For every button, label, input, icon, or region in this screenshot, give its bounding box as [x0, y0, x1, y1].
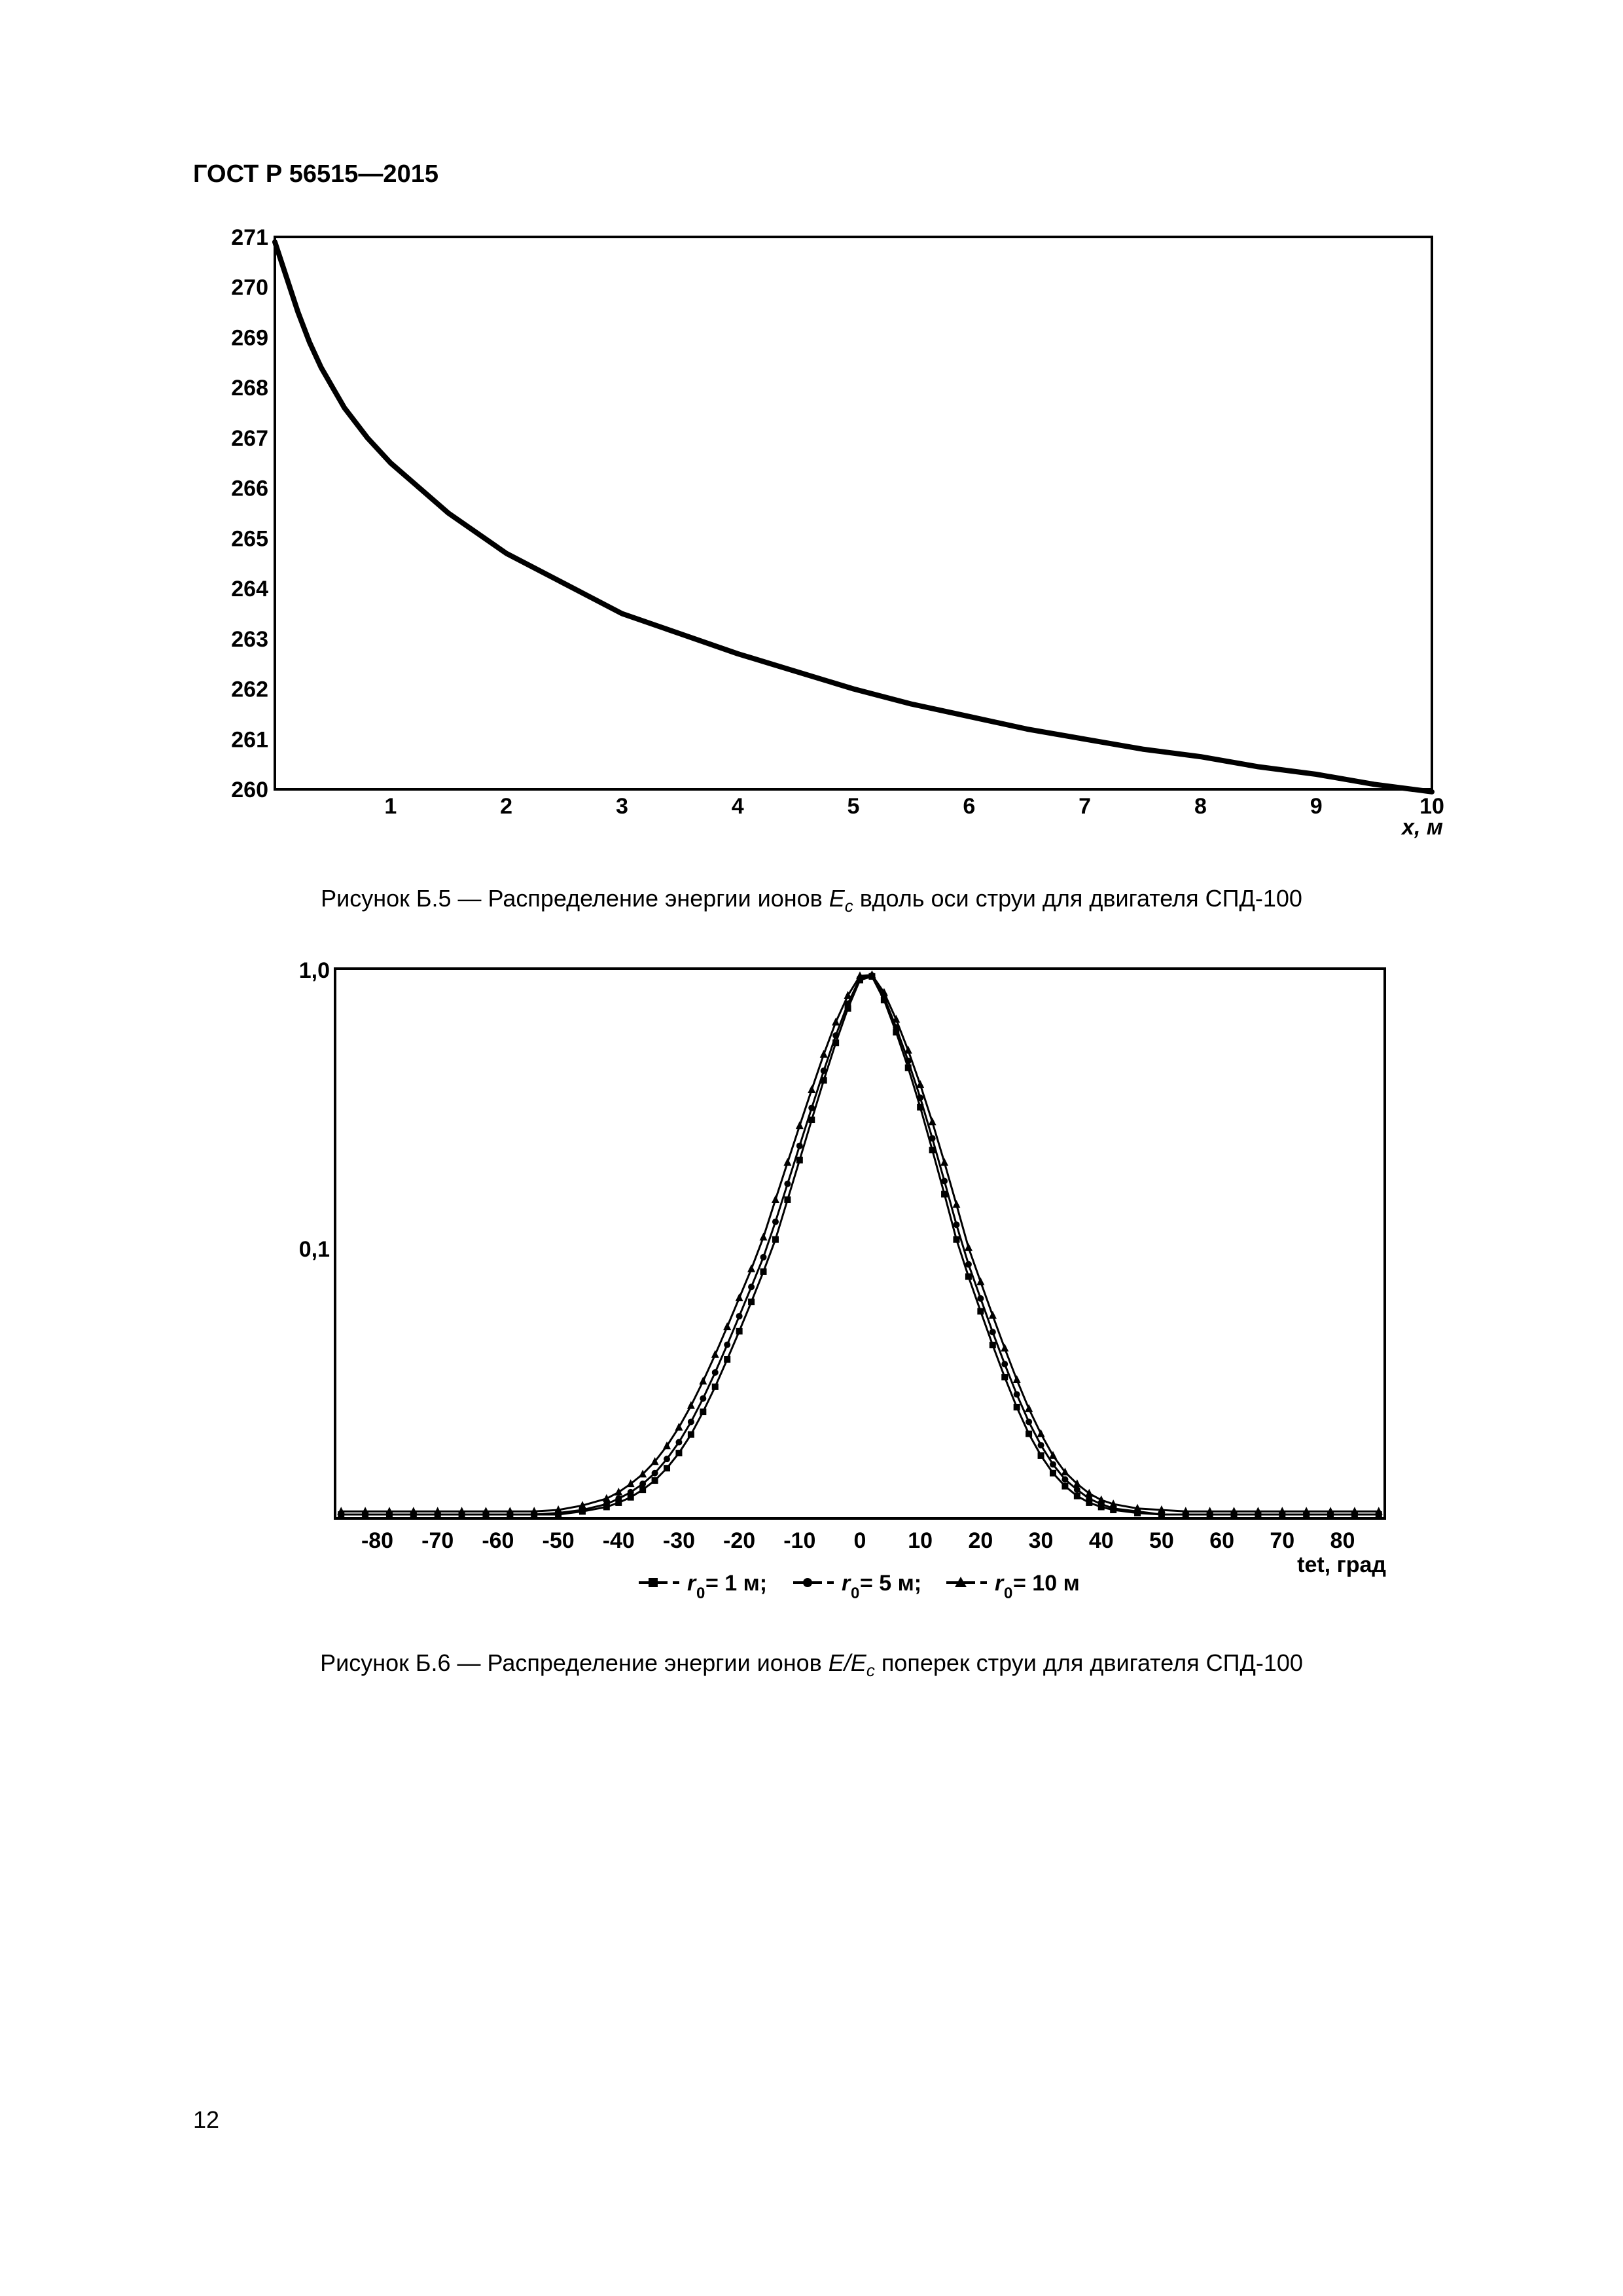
- figure-b6-chart: [0, 916, 1623, 1636]
- figure-b6-point-circle: [929, 1135, 936, 1141]
- figure-b6-point-triangle: [916, 1080, 924, 1088]
- figure-b6-series-line-3: [341, 975, 1379, 1512]
- figure-b6-point-circle: [664, 1456, 670, 1462]
- figure-b6-series-line-1: [341, 977, 1379, 1515]
- figure-b6-point-square: [760, 1268, 767, 1275]
- figure-b5-x-tick-label: 4: [731, 794, 744, 819]
- figure-b6-point-square: [1001, 1374, 1008, 1380]
- figure-b5-y-tick-label: 264: [231, 577, 268, 602]
- figure-b5-chart: [0, 0, 1623, 916]
- figure-b6-x-tick-label: 30: [1028, 1528, 1054, 1553]
- figure-b6-point-circle: [772, 1219, 779, 1225]
- page-number: 12: [193, 2106, 220, 2133]
- figure-b5-y-tick-label: 260: [231, 778, 268, 802]
- legend-label-5m: = 5 м;: [860, 1571, 922, 1596]
- legend-label-1m: = 1 м;: [705, 1571, 768, 1596]
- figure-b6-point-square: [675, 1450, 682, 1456]
- figure-b6-point-square: [700, 1408, 706, 1415]
- figure-b6-point-triangle: [952, 1200, 960, 1208]
- figure-b6-point-circle: [724, 1342, 730, 1348]
- figure-b6-x-tick-label: 40: [1088, 1528, 1114, 1553]
- figure-b6-point-circle: [748, 1283, 755, 1290]
- figure-b6-x-tick-label: -50: [542, 1528, 575, 1553]
- figure-b6-point-circle: [639, 1480, 646, 1487]
- figure-b6-point-circle: [953, 1221, 959, 1228]
- figure-b6-x-tick-label: 20: [968, 1528, 993, 1553]
- figure-b6-point-square: [1074, 1493, 1080, 1499]
- figure-b6-point-circle: [1074, 1486, 1080, 1493]
- figure-b5-y-tick-label: 270: [231, 275, 268, 300]
- figure-b5-caption-symbol: E: [829, 885, 845, 912]
- figure-b5-y-tick-label: 266: [231, 476, 268, 501]
- figure-b6-point-triangle: [796, 1121, 804, 1129]
- figure-b6-point-triangle: [904, 1046, 912, 1054]
- legend-symbol-r: r: [995, 1571, 1004, 1596]
- figure-b6-x-tick-label: -70: [421, 1528, 454, 1553]
- figure-b5-y-tick-label: 271: [231, 225, 268, 250]
- figure-b6-point-square: [748, 1299, 755, 1305]
- figure-b5-x-tick-label: 1: [384, 794, 397, 819]
- figure-b6-point-circle: [796, 1143, 803, 1149]
- figure-b6-point-triangle: [965, 1243, 972, 1251]
- figure-b6-point-square: [664, 1465, 670, 1471]
- figure-b6-point-circle: [941, 1177, 948, 1184]
- figure-b6-point-circle: [615, 1496, 622, 1502]
- figure-b6-point-square: [1050, 1470, 1056, 1477]
- figure-b6-point-circle: [1061, 1476, 1068, 1482]
- figure-b6-point-square: [736, 1328, 743, 1335]
- figure-b6-point-triangle: [989, 1311, 997, 1319]
- figure-b5-y-tick-label: 268: [231, 376, 268, 401]
- figure-b5-y-tick-label: 262: [231, 677, 268, 702]
- figure-b6-point-circle: [675, 1439, 682, 1446]
- figure-b6-point-circle: [965, 1261, 972, 1268]
- figure-b6-point-square: [724, 1356, 730, 1363]
- figure-b6-point-square: [965, 1273, 972, 1280]
- figure-b6-point-triangle: [736, 1293, 743, 1301]
- figure-b6-point-triangle: [1001, 1344, 1008, 1352]
- figure-b6-x-tick-label: -10: [783, 1528, 816, 1553]
- figure-b6-x-tick-label: 10: [908, 1528, 933, 1553]
- figure-b6-caption-subscript: c: [866, 1660, 875, 1680]
- legend-symbol-r: r: [687, 1571, 696, 1596]
- figure-b6-point-square: [1026, 1431, 1032, 1437]
- figure-b5-caption-suffix: вдоль оси струи для двигателя СПД-100: [853, 885, 1302, 912]
- figure-b6-point-triangle: [711, 1350, 719, 1358]
- figure-b5-x-tick-label: 2: [500, 794, 513, 819]
- figure-b5-x-tick-label: 8: [1194, 794, 1207, 819]
- legend-entry-r0-10m: [946, 1571, 1080, 1602]
- figure-b6-point-circle: [760, 1254, 767, 1261]
- figure-b5-y-tick-label: 263: [231, 626, 268, 652]
- figure-b6-point-square: [652, 1477, 658, 1484]
- figure-b6-point-triangle: [1037, 1429, 1045, 1437]
- document-header: ГОСТ Р 56515—2015: [193, 160, 438, 188]
- figure-b6-point-square: [990, 1342, 996, 1348]
- figure-b6-point-square: [1061, 1483, 1068, 1490]
- figure-b6-plot-frame: [335, 969, 1385, 1518]
- figure-b6-point-triangle: [1013, 1375, 1021, 1383]
- figure-b6-x-tick-label: 50: [1149, 1528, 1174, 1553]
- figure-b6-point-circle: [990, 1329, 996, 1335]
- legend-label-10m: = 10 м: [1013, 1571, 1080, 1596]
- legend-entry-r0-1m: [639, 1571, 767, 1602]
- figure-b6-y-tick-label: 1,0: [298, 958, 330, 983]
- figure-b6-x-axis-label: tet, град: [1297, 1552, 1386, 1577]
- figure-b6-x-tick-label: -40: [602, 1528, 635, 1553]
- figure-b6-point-square: [688, 1431, 694, 1438]
- figure-b6-point-square: [1014, 1404, 1020, 1410]
- legend-symbol-subscript: 0: [851, 1585, 860, 1602]
- figure-b5-x-tick-label: 5: [847, 794, 860, 819]
- figure-b6-caption: [0, 1649, 1623, 1681]
- figure-b6-point-circle: [712, 1369, 719, 1376]
- figure-b6-point-circle: [1001, 1361, 1008, 1367]
- figure-b5-x-tick-label: 6: [963, 794, 976, 819]
- figure-b6-x-tick-label: -60: [482, 1528, 514, 1553]
- figure-b6-point-circle: [1014, 1391, 1020, 1397]
- figure-b6-point-triangle: [976, 1277, 984, 1285]
- figure-b6-y-tick-label: 0,1: [298, 1237, 330, 1262]
- figure-b6-point-triangle: [820, 1050, 828, 1058]
- figure-b6-point-square: [953, 1236, 959, 1243]
- figure-b6-x-tick-label: 80: [1330, 1528, 1355, 1553]
- figure-b6-series-line-2: [341, 976, 1379, 1515]
- figure-b5-x-tick-label: 3: [615, 794, 628, 819]
- figure-b6-point-triangle: [808, 1085, 815, 1093]
- figure-b6-caption-symbol: E/E: [828, 1649, 866, 1676]
- figure-b5-y-tick-label: 265: [231, 526, 268, 552]
- legend-entry-r0-5m: [793, 1571, 921, 1602]
- figure-b6-point-square: [977, 1308, 984, 1314]
- figure-b6-point-triangle: [760, 1232, 768, 1240]
- figure-b6-point-triangle: [940, 1158, 948, 1166]
- figure-b6-point-triangle: [772, 1195, 779, 1203]
- figure-b6-point-circle: [821, 1067, 827, 1074]
- figure-b6-point-circle: [977, 1295, 984, 1302]
- figure-b6-x-tick-label: -80: [361, 1528, 394, 1553]
- figure-b6-point-triangle: [1025, 1404, 1033, 1412]
- figure-b5-y-tick-label: 269: [231, 325, 268, 351]
- figure-b5-x-tick-label: 7: [1079, 794, 1092, 819]
- figure-b6-point-circle: [784, 1181, 791, 1187]
- figure-b6-point-circle: [917, 1094, 923, 1101]
- figure-b6-point-circle: [628, 1489, 634, 1496]
- figure-b6-point-circle: [1026, 1418, 1032, 1425]
- figure-b5-x-tick-label: 10: [1419, 794, 1444, 819]
- figure-b6-point-triangle: [929, 1117, 936, 1125]
- figure-b6-point-circle: [832, 1032, 839, 1039]
- figure-b6-point-circle: [700, 1395, 706, 1402]
- legend-symbol-subscript: 0: [696, 1585, 705, 1602]
- figure-b6-point-triangle: [723, 1322, 731, 1330]
- figure-b6-point-circle: [736, 1313, 743, 1319]
- figure-b6-point-triangle: [699, 1376, 707, 1384]
- figure-b6-point-square: [639, 1486, 646, 1493]
- figure-b5-y-tick-label: 267: [231, 425, 268, 451]
- figure-b5-x-axis-label: x, м: [1402, 815, 1443, 840]
- figure-b5-caption: [0, 885, 1623, 916]
- figure-b6-point-circle: [1038, 1442, 1044, 1448]
- figure-b6-point-circle: [1050, 1461, 1056, 1467]
- figure-b6-x-tick-label: 0: [853, 1528, 866, 1553]
- figure-b6-caption-prefix: Рисунок Б.6 — Распределение энергии ионов: [320, 1649, 829, 1676]
- figure-b6-point-square: [796, 1157, 803, 1164]
- figure-b6-point-circle: [688, 1418, 694, 1425]
- legend-symbol-subscript: 0: [1004, 1585, 1013, 1602]
- figure-b5-caption-subscript: c: [844, 896, 853, 916]
- figure-b5-caption-prefix: Рисунок Б.5 — Распределение энергии ионов: [321, 885, 829, 912]
- figure-b5-series-line: [275, 242, 1432, 792]
- figure-b6-x-tick-label: 70: [1270, 1528, 1295, 1553]
- figure-b6-point-square: [1038, 1452, 1044, 1459]
- figure-b6-x-tick-label: -30: [662, 1528, 696, 1553]
- figure-b6-x-tick-label: -20: [723, 1528, 756, 1553]
- figure-b6-point-square: [772, 1236, 779, 1243]
- figure-b6-caption-suffix: поперек струи для двигателя СПД-100: [874, 1649, 1303, 1676]
- figure-b6-x-tick-label: 60: [1209, 1528, 1235, 1553]
- figure-b5-y-tick-label: 261: [231, 727, 268, 753]
- figure-b6-point-square: [712, 1384, 719, 1390]
- figure-b5-x-tick-label: 9: [1310, 794, 1323, 819]
- figure-b6-point-square: [784, 1196, 791, 1203]
- legend-symbol-r: r: [842, 1571, 851, 1596]
- figure-b6-point-triangle: [615, 1488, 622, 1496]
- figure-b6-point-triangle: [783, 1158, 791, 1166]
- figure-b6-point-triangle: [832, 1018, 840, 1026]
- figure-b6-point-triangle: [747, 1265, 755, 1272]
- figure-b6-point-circle: [808, 1105, 815, 1111]
- figure-b6-point-circle: [652, 1470, 658, 1477]
- figure-b6-legend: [639, 1571, 1080, 1602]
